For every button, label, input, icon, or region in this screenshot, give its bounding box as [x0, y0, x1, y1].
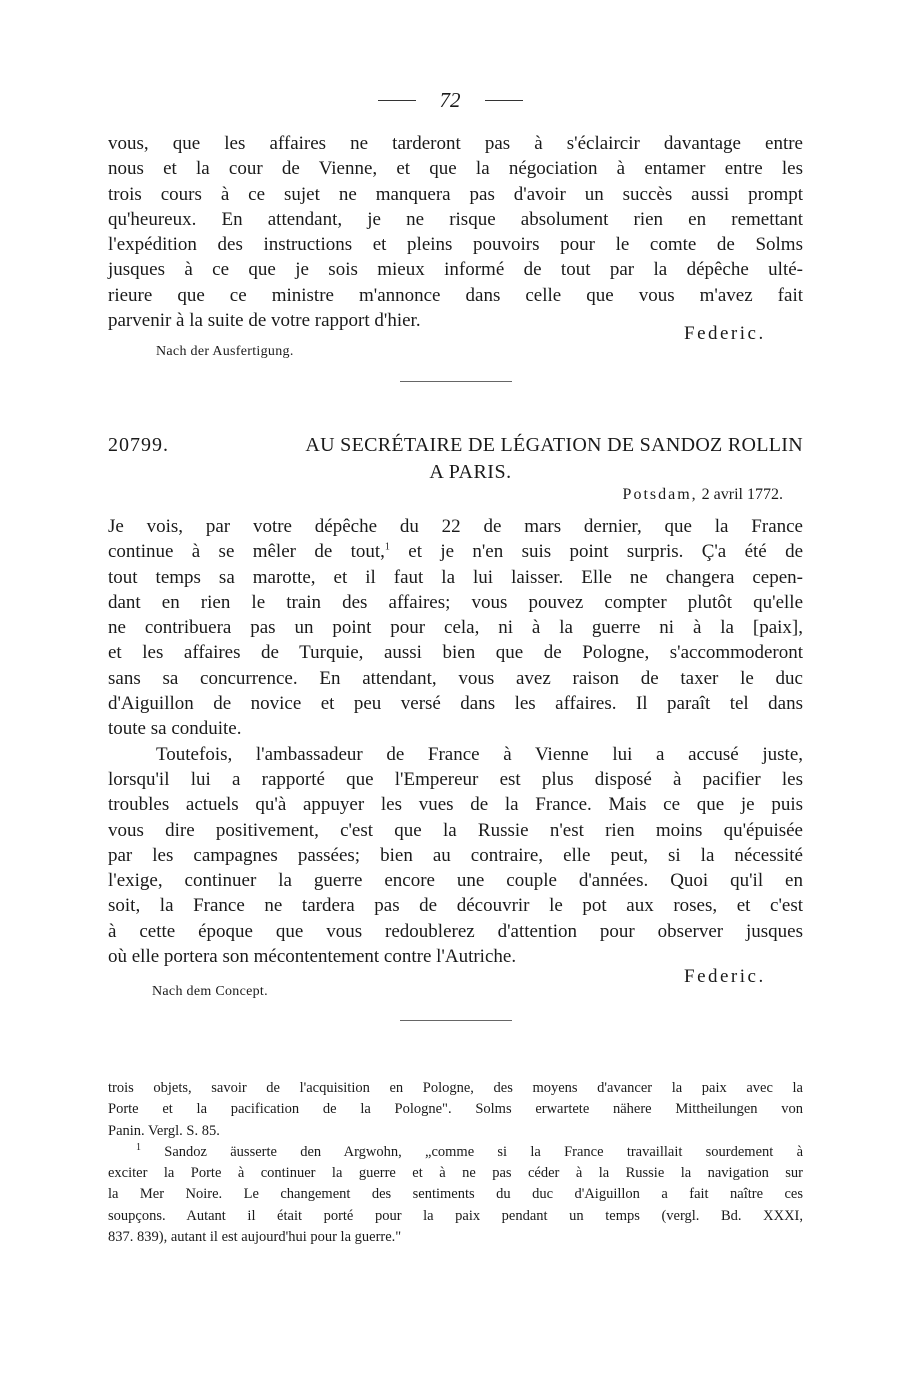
- section-rule: [400, 381, 512, 382]
- text-line: ne contribuera pas un point pour cela, ni à la guerre ni à la [paix],: [108, 617, 803, 639]
- signature: Federic.: [684, 966, 766, 987]
- text-line: Je vois, par votre dépêche du 22 de mars dernier, que la France: [108, 516, 803, 537]
- text-line: trois cours à ce sujet ne manquera pas d'avoir un succès aussi prompt: [108, 183, 803, 205]
- dateline: [108, 486, 783, 504]
- text-line: toute sa conduite.: [108, 718, 242, 740]
- text-line: lorsqu'il lui a rapporté que l'Empereur est plus disposé à pacifier les: [108, 768, 803, 790]
- text-line: jusques à ce que je sois mieux informé de tout par la dépêche ulté-: [108, 259, 803, 281]
- text-line: rieure que ce ministre m'annonce dans celle que vous m'avez fait: [108, 284, 803, 306]
- letter-body: [108, 514, 803, 969]
- text-line: où elle portera son mécontentement contre l'Autriche.: [108, 946, 517, 968]
- text-line: [108, 539, 803, 564]
- dateline-date: 2 avril 1772.: [701, 486, 783, 503]
- header-dash-right: [485, 100, 523, 101]
- continuation-text: [108, 131, 803, 333]
- entry-number: 20799.: [108, 434, 169, 456]
- text-line: soit, la France ne tardera pas de découvrir le pot aux roses, et c'est: [108, 895, 803, 917]
- text-line: l'exige, continuer la guerre encore une couple d'années. Quoi qu'il en: [108, 870, 803, 892]
- footnote-line: la Mer Noire. Le changement des sentiments du duc d'Aiguillon a fait naître ces: [108, 1186, 803, 1203]
- footnotes: [108, 1078, 803, 1248]
- source-note: Nach der Ausfertigung.: [156, 344, 294, 359]
- text-segment: Sandoz äusserte den Argwohn, „comme si la France travaillait sourdement à: [164, 1143, 804, 1160]
- footnote-line: [108, 1142, 803, 1163]
- page-header: [0, 88, 900, 113]
- text-line: nous et la cour de Vienne, et que la négociation à entamer entre les: [108, 158, 803, 180]
- text-line: dant en rien le train des affaires; vous pouvez compter plutôt qu'elle: [108, 591, 803, 613]
- text-line: à cette époque que vous redoublerez d'attention pour observer jusques: [108, 920, 803, 942]
- footnote-line: trois objets, savoir de l'acquisition en Pologne, des moyens d'avancer la paix avec la: [108, 1080, 803, 1096]
- footnote-line: Porte et la pacification de la Pologne". Solms erwartete nähere Mittheilungen von: [108, 1101, 803, 1118]
- footnote-line: exciter la Porte à continuer la guerre et à ne pas céder à la Russie la navigation sur: [108, 1165, 803, 1182]
- signature: Federic.: [684, 323, 766, 344]
- text-line: par les campagnes passées; bien au contraire, elle peut, si la nécessité: [108, 844, 803, 866]
- letter-paragraph-2: [108, 742, 803, 970]
- text-line: vous dire positivement, c'est que la Russie n'est rien moins qu'épuisée: [108, 819, 803, 841]
- text-line: qu'heureux. En attendant, je ne risque absolument rien en remettant: [108, 208, 803, 230]
- dateline-place: Potsdam,: [622, 486, 698, 503]
- text-line: troubles actuels qu'à appuyer les vues de la France. Mais ce que je puis: [108, 794, 803, 816]
- footnote-mark: 1: [136, 1142, 141, 1154]
- header-dash-left: [378, 100, 416, 101]
- text-line: l'expédition des instructions et pleins pouvoirs pour le comte de Solms: [108, 234, 803, 256]
- text-segment: continue à se mêler de tout,: [108, 541, 385, 563]
- continuation-paragraph: [108, 131, 803, 333]
- text-line: sans sa concurrence. En attendant, vous avez raison de taxer le duc: [108, 667, 803, 689]
- footnote-ref: 1: [384, 541, 390, 553]
- text-line: parvenir à la suite de votre rapport d'hier.: [108, 310, 421, 332]
- footnote-line: 837. 839), autant il est aujourd'hui pour la guerre.": [108, 1229, 402, 1246]
- letter-paragraph-1: [108, 514, 803, 742]
- text-line: Toutefois, l'ambassadeur de France à Vienne lui a accusé juste,: [156, 743, 803, 765]
- footnote-line: soupçons. Autant il était porté pour la paix pendant un temps (vergl. Bd. XXXI,: [108, 1207, 803, 1224]
- text-line: et les affaires de Turquie, aussi bien que de Pologne, s'accommoderont: [108, 642, 803, 664]
- entry-title-line2: A PARIS.: [429, 461, 512, 483]
- section-rule: [400, 1020, 512, 1021]
- footnote-line: Panin. Vergl. S. 85.: [108, 1122, 220, 1139]
- source-note: Nach dem Concept.: [152, 984, 268, 999]
- entry-title-line1: AU SECRÉTAIRE DE LÉGATION DE SANDOZ ROLLIN: [305, 434, 803, 456]
- text-line: d'Aiguillon de novice et peu versé dans les affaires. Il paraît tel dans: [108, 693, 803, 715]
- page-number: 72: [439, 88, 461, 112]
- text-line: tout temps sa marotte, et il faut la lui laisser. Elle ne changera cepen-: [108, 566, 803, 588]
- text-segment: et je n'en suis point surpris. Ç'a été de: [408, 541, 804, 563]
- text-line: vous, que les affaires ne tarderont pas à s'éclaircir davantage entre: [108, 133, 803, 154]
